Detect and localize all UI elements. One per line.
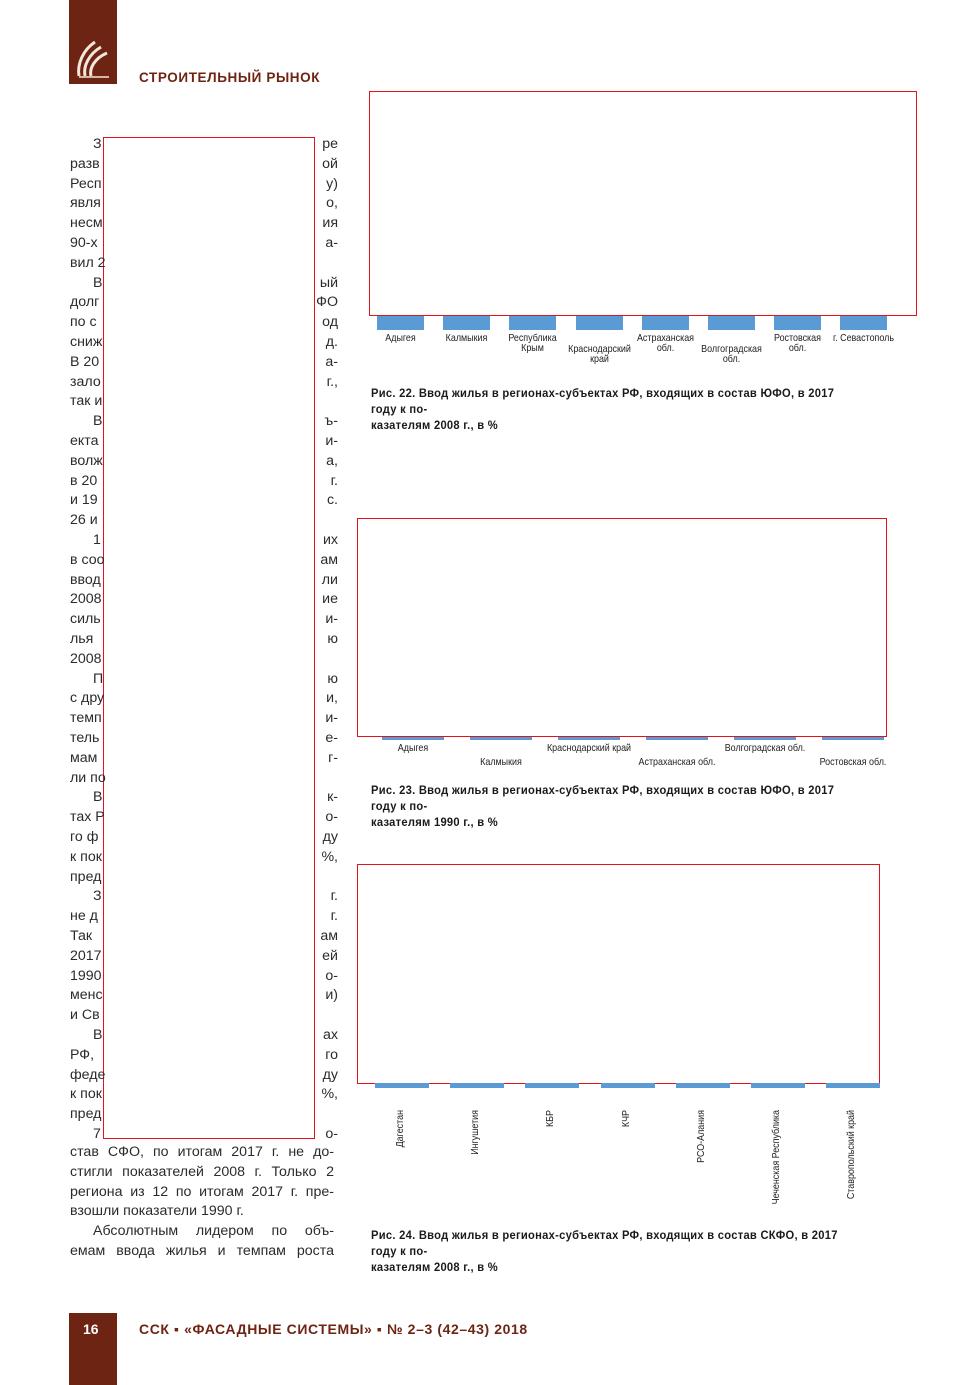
text-fragment-right: ли bbox=[321, 571, 338, 588]
text-fragment-right: и- bbox=[325, 433, 338, 449]
text-fragment-left: несм bbox=[70, 215, 103, 232]
bar bbox=[601, 1083, 655, 1088]
text-line bbox=[70, 451, 338, 471]
text-line bbox=[70, 1005, 338, 1025]
text-line bbox=[70, 1104, 338, 1124]
text-line bbox=[70, 787, 338, 807]
text-fragment-left: РФ, bbox=[70, 1046, 95, 1063]
text-fragment-left: 2017 bbox=[70, 947, 102, 964]
x-tick-label: Краснодарский край bbox=[546, 742, 632, 754]
text-fragment-right: к- bbox=[327, 789, 338, 806]
text-line bbox=[70, 490, 338, 510]
text-fragment-left: В bbox=[93, 274, 103, 291]
x-tick-label: Ростовская обл. bbox=[819, 756, 887, 768]
text-line bbox=[70, 827, 338, 847]
text-line bbox=[70, 372, 338, 392]
redaction-box-chart-22 bbox=[369, 91, 917, 316]
text-fragment-left: так и bbox=[70, 393, 103, 410]
text-line bbox=[70, 946, 338, 966]
text-line bbox=[70, 609, 338, 629]
redaction-box-chart-23 bbox=[357, 518, 887, 737]
text-fragment-left: 7 bbox=[93, 1126, 101, 1142]
text-fragment-right: а, bbox=[326, 452, 338, 469]
text-line bbox=[70, 154, 338, 174]
bar bbox=[840, 316, 887, 330]
text-line bbox=[70, 134, 338, 154]
text-fragment-left: и 19 bbox=[70, 492, 98, 509]
text-line bbox=[70, 193, 338, 213]
text-fragment-left: ли по bbox=[70, 769, 106, 786]
bar bbox=[642, 316, 689, 330]
x-tick-label: Республика Крым bbox=[508, 332, 558, 354]
bar bbox=[646, 737, 708, 740]
text-fragment-right: ю bbox=[327, 670, 338, 687]
text-fragment-right: и, bbox=[326, 690, 338, 707]
text-line bbox=[70, 312, 338, 332]
x-tick-label: Ростовская обл. bbox=[774, 332, 822, 354]
text-line bbox=[70, 292, 338, 312]
bar bbox=[676, 1083, 730, 1088]
text-fragment-left: феде bbox=[70, 1066, 106, 1083]
text-fragment-left: разв bbox=[70, 155, 100, 172]
figure-caption-24 bbox=[371, 1227, 862, 1275]
text-line bbox=[70, 431, 338, 451]
text-line bbox=[70, 847, 338, 867]
text-fragment-left: лья bbox=[70, 631, 94, 647]
x-tick-label: Дагестан bbox=[394, 1110, 406, 1148]
text-fragment-right: о- bbox=[325, 967, 338, 984]
page-number: 16 bbox=[83, 1321, 99, 1337]
text-fragment-right: ам bbox=[320, 551, 338, 568]
text-fragment-left: 1990 bbox=[70, 967, 102, 984]
text-line bbox=[70, 728, 338, 748]
text-fragment-left: З bbox=[93, 888, 102, 905]
text-line bbox=[70, 213, 338, 233]
text-line bbox=[70, 1045, 338, 1065]
text-fragment-right: а- bbox=[325, 353, 338, 370]
text-fragment-left: волж bbox=[70, 452, 103, 469]
text-fragment-right: д. bbox=[325, 334, 338, 350]
text-fragment-right: и- bbox=[325, 611, 338, 628]
text-line bbox=[70, 233, 338, 253]
text-fragment-left: сниж bbox=[70, 334, 103, 350]
text-fragment-left: В bbox=[93, 789, 103, 806]
text-line bbox=[70, 332, 338, 352]
x-tick-label: г. Севастополь bbox=[833, 332, 895, 344]
text-fragment-right: г. bbox=[330, 472, 338, 489]
text-fragment-right: их bbox=[322, 532, 338, 548]
text-line bbox=[70, 273, 338, 293]
text-line bbox=[70, 1124, 338, 1144]
text-fragment-right: ей bbox=[322, 947, 338, 964]
caption-line: Рис. 23. Ввод жилья в регионах-субъектах РФ, входящих в состав ЮФО, в 2017 году к по- bbox=[371, 783, 835, 813]
bar bbox=[751, 1083, 805, 1088]
caption-line: казателям 2008 г., в % bbox=[371, 418, 498, 432]
text-fragment-right: ие bbox=[322, 591, 338, 608]
text-fragment-left: менс bbox=[70, 987, 103, 1004]
text-line bbox=[70, 550, 338, 570]
x-tick-label: Калмыкия bbox=[445, 332, 488, 344]
text-line bbox=[70, 649, 338, 669]
bar bbox=[450, 1083, 504, 1088]
text-line: емам ввода жилья и темпам роста bbox=[70, 1243, 334, 1259]
text-line bbox=[70, 1084, 338, 1104]
text-line bbox=[70, 688, 338, 708]
text-fragment-left: Респ bbox=[70, 175, 102, 192]
figure-caption-23 bbox=[371, 782, 862, 830]
text-fragment-right: и- bbox=[325, 710, 338, 727]
text-fragment-right: ду bbox=[322, 829, 338, 845]
text-fragment-right: ый bbox=[319, 274, 338, 291]
text-fragment-right: г., bbox=[326, 373, 338, 390]
text-fragment-left: Так bbox=[70, 928, 93, 944]
bar bbox=[558, 737, 620, 740]
x-tick-label: КБР bbox=[544, 1110, 557, 1128]
text-fragment-right: ду bbox=[322, 1066, 338, 1083]
caption-line: казателям 2008 г., в % bbox=[371, 1260, 498, 1274]
bar bbox=[470, 737, 532, 740]
text-fragment-right: го bbox=[325, 1046, 338, 1063]
text-fragment-left: в 20 bbox=[70, 472, 98, 489]
caption-line: Рис. 22. Ввод жилья в регионах-субъектах РФ, входящих в состав ЮФО, в 2017 году к по- bbox=[371, 386, 835, 416]
bar bbox=[509, 316, 556, 330]
text-fragment-left: пред bbox=[70, 1106, 102, 1123]
text-fragment-left: 90-х bbox=[70, 235, 98, 251]
text-fragment-right: е- bbox=[325, 730, 338, 746]
text-line bbox=[70, 807, 338, 827]
text-fragment-right: ю bbox=[327, 631, 338, 647]
text-fragment-right: о, bbox=[326, 195, 338, 212]
bar bbox=[826, 1083, 880, 1088]
text-fragment-left: го ф bbox=[70, 829, 99, 845]
bar bbox=[375, 1083, 429, 1088]
bar bbox=[377, 316, 424, 330]
text-fragment-left: по с bbox=[70, 314, 97, 331]
x-tick-label: Адыгея bbox=[397, 742, 429, 754]
text-fragment-left: тель bbox=[70, 730, 100, 746]
text-line bbox=[70, 411, 338, 431]
text-fragment-right: г. bbox=[330, 908, 338, 925]
text-fragment-left: 1 bbox=[93, 532, 101, 548]
bar bbox=[382, 737, 444, 740]
section-title: СТРОИТЕЛЬНЫЙ РЫНОК bbox=[139, 70, 321, 85]
text-line bbox=[70, 966, 338, 986]
x-tick-label: Астраханская обл. bbox=[636, 332, 694, 354]
logo-icon bbox=[73, 36, 113, 80]
text-line bbox=[70, 748, 338, 768]
x-tick-label: Калмыкия bbox=[480, 756, 522, 768]
bar bbox=[708, 316, 755, 330]
text-fragment-right: о- bbox=[325, 1126, 338, 1142]
text-line bbox=[70, 926, 338, 946]
bar bbox=[576, 316, 623, 330]
text-line: региона из 12 по итогам 2017 г. пре- bbox=[70, 1183, 334, 1200]
bar bbox=[822, 737, 884, 740]
x-tick-label: Волгоградская обл. bbox=[724, 742, 806, 754]
text-line: стигли показателей 2008 г. Только 2 bbox=[70, 1163, 334, 1180]
bar bbox=[443, 316, 490, 330]
text-fragment-right: ия bbox=[322, 215, 338, 232]
text-fragment-left: 26 и bbox=[70, 512, 98, 529]
text-fragment-left: В bbox=[93, 1027, 103, 1043]
text-fragment-left: ввод bbox=[70, 571, 101, 588]
text-fragment-right: %, bbox=[321, 1086, 338, 1103]
text-line bbox=[70, 391, 338, 411]
text-fragment-right: ой bbox=[322, 155, 338, 172]
bar bbox=[774, 316, 821, 330]
text-fragment-left: с дру bbox=[70, 690, 105, 707]
text-fragment-right: с. bbox=[326, 492, 338, 509]
text-fragment-left: и Св bbox=[70, 1007, 100, 1024]
text-fragment-left: зало bbox=[70, 373, 101, 390]
text-fragment-left: П bbox=[93, 670, 104, 687]
text-line bbox=[70, 174, 338, 194]
text-fragment-left: в соо bbox=[70, 551, 105, 568]
caption-line: Рис. 24. Ввод жилья в регионах-субъектах РФ, входящих в состав СКФО, в 2017 году к по- bbox=[371, 1228, 838, 1258]
x-tick-label: Чеченская Республика bbox=[770, 1110, 782, 1205]
text-fragment-left: не д bbox=[70, 908, 98, 925]
redaction-box-chart-24 bbox=[357, 864, 880, 1084]
text-line bbox=[70, 708, 338, 728]
text-line bbox=[70, 352, 338, 372]
text-fragment-left: З bbox=[93, 136, 102, 152]
text-line bbox=[70, 629, 338, 649]
text-line bbox=[70, 589, 338, 609]
text-fragment-left: явля bbox=[70, 195, 101, 212]
text-fragment-left: В 20 bbox=[70, 353, 100, 370]
text-fragment-right: и) bbox=[325, 987, 338, 1004]
x-tick-label: Волгоградская обл. bbox=[701, 343, 762, 365]
text-line bbox=[70, 530, 338, 550]
text-line: став СФО, по итогам 2017 г. не до- bbox=[70, 1144, 334, 1160]
x-tick-label: Ставропольский край bbox=[845, 1110, 858, 1200]
text-fragment-right: а- bbox=[325, 235, 338, 251]
bar bbox=[734, 737, 796, 740]
text-line bbox=[70, 570, 338, 590]
text-fragment-right: ах bbox=[323, 1027, 338, 1043]
text-fragment-left: силь bbox=[70, 611, 101, 628]
text-fragment-left: к пок bbox=[70, 848, 102, 865]
text-fragment-left: 2008 bbox=[70, 650, 102, 667]
text-fragment-right: ам bbox=[320, 928, 338, 944]
bar bbox=[525, 1083, 579, 1088]
text-line bbox=[70, 985, 338, 1005]
text-line bbox=[70, 471, 338, 491]
text-line: взошли показатели 1990 г. bbox=[70, 1203, 244, 1220]
text-line bbox=[70, 1025, 338, 1045]
text-line bbox=[70, 886, 338, 906]
text-fragment-right: %, bbox=[321, 848, 338, 865]
text-line bbox=[70, 669, 338, 689]
text-fragment-right: ъ- bbox=[324, 413, 338, 430]
text-fragment-right: о- bbox=[325, 809, 338, 826]
text-fragment-left: пред bbox=[70, 868, 102, 885]
journal-footer: ССК ▪ «ФАСАДНЫЕ СИСТЕМЫ» ▪ № 2–3 (42–43) 2018 bbox=[139, 1321, 528, 1337]
x-tick-label: РСО-Алания bbox=[694, 1110, 707, 1163]
figure-caption-22 bbox=[371, 385, 862, 433]
x-tick-label: Адыгея bbox=[385, 332, 416, 344]
text-fragment-left: 2008 bbox=[70, 591, 102, 608]
text-line bbox=[70, 1065, 338, 1085]
caption-line: казателям 1990 г., в % bbox=[371, 815, 498, 829]
x-tick-label: Ингушетия bbox=[469, 1110, 482, 1155]
text-line bbox=[70, 906, 338, 926]
text-line bbox=[70, 253, 338, 273]
text-fragment-right: од bbox=[322, 314, 338, 331]
text-line bbox=[70, 768, 338, 788]
text-fragment-left: к пок bbox=[70, 1086, 102, 1103]
text-fragment-right: ФО bbox=[316, 294, 338, 311]
text-line bbox=[70, 867, 338, 887]
text-fragment-right: г. bbox=[330, 888, 338, 905]
text-fragment-left: В bbox=[93, 413, 103, 430]
text-fragment-left: темп bbox=[70, 710, 102, 727]
text-fragment-left: долг bbox=[70, 294, 100, 311]
text-line bbox=[70, 510, 338, 530]
text-line: Абсолютным лидером по объ- bbox=[93, 1223, 334, 1240]
x-tick-label: КЧР bbox=[619, 1110, 632, 1128]
text-fragment-left: вил 2 bbox=[70, 254, 106, 271]
text-fragment-right: г- bbox=[328, 749, 338, 766]
text-fragment-left: мам bbox=[70, 749, 98, 766]
x-tick-label: Краснодарский край bbox=[567, 343, 631, 365]
text-fragment-right: у) bbox=[326, 175, 338, 192]
x-tick-label: Астраханская обл. bbox=[638, 756, 716, 768]
text-fragment-left: екта bbox=[70, 433, 99, 449]
text-fragment-left: тах Р bbox=[70, 809, 105, 826]
text-fragment-right: ре bbox=[322, 136, 338, 152]
